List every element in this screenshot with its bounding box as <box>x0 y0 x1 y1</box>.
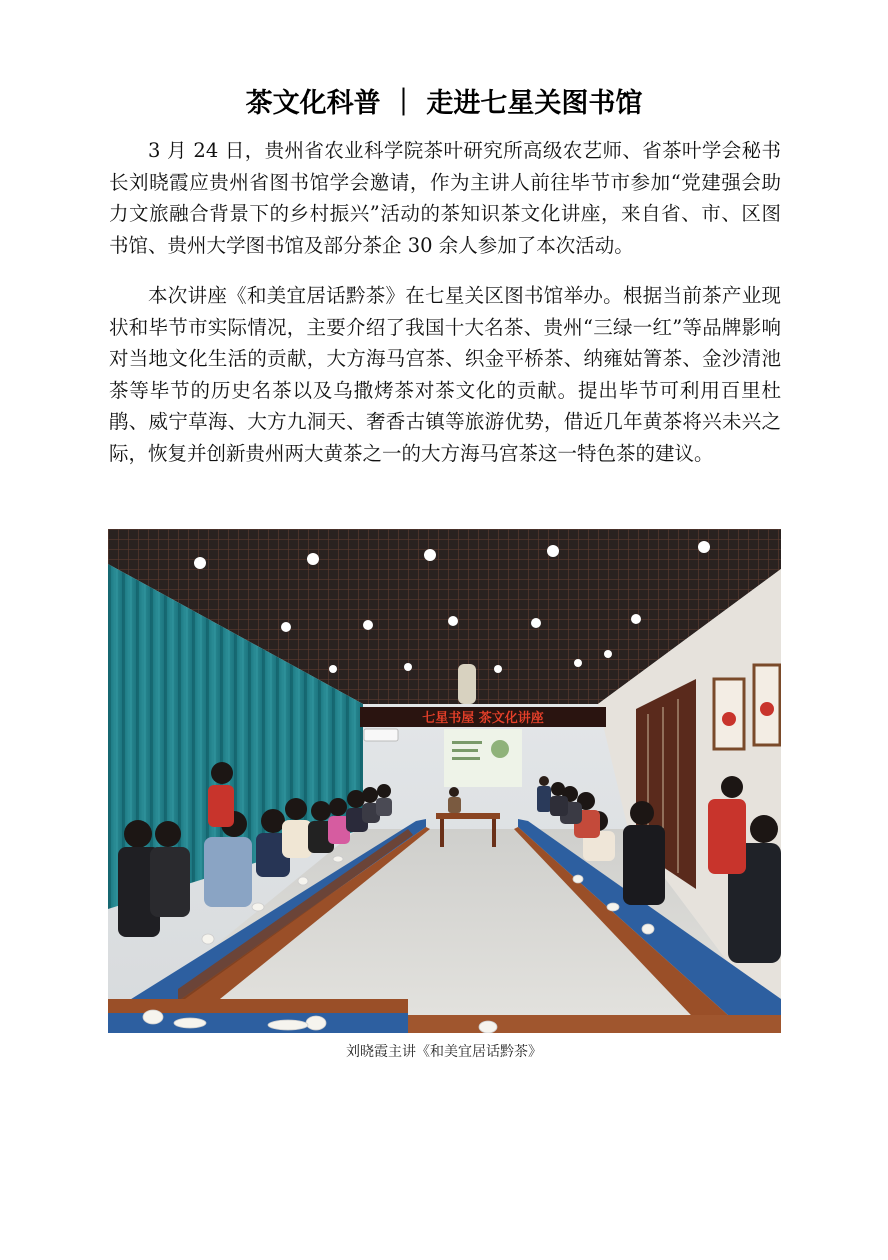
banner-text: 七星书屋 茶文化讲座 <box>422 711 544 726</box>
standing-host <box>537 786 551 812</box>
photo-caption: 刘晓霞主讲《和美宜居话黔茶》 <box>346 1044 542 1060</box>
presenter <box>448 797 461 813</box>
lecture-photo <box>108 529 781 1033</box>
air-conditioner <box>364 729 398 741</box>
paragraph-2: 本次讲座《和美宜居话黔茶》在七星关区图书馆举办。根据当前茶产业现状和毕节市实际情况，主要介绍了我国十大名茶、贵州“三绿一红”等品牌影响对当地文化生活的贡献，大方海马宫茶、织金平桥茶、纳雍姑箐茶、金沙清池茶等毕节的历史名茶以及乌撒烤茶对茶文化的贡献。提出毕节可利用百里杜鹃、威宁草海、大方九洞天、奢香古镇等旅游优势，借近几年黄茶将兴未兴之际，恢复并创新贵州两大黄茶之一的大方海马宫茶这一特色茶的建议。 <box>109 284 781 465</box>
presenter-table <box>436 813 500 819</box>
paragraph-1: 3 月 24 日，贵州省农业科学院茶叶研究所高级农艺师、省茶叶学会秘书长刘晓霞应贵州省图书馆学会邀请，作为主讲人前往毕节市参加“党建强会助力文旅融合背景下的乡村振兴”活动的茶知识茶文化讲座，来自省、市、区图书馆、贵州大学图书馆及部分茶企 30 余人参加了本次活动。 <box>109 139 781 257</box>
article-title: 茶文化科普 ｜ 走进七星关图书馆 <box>245 88 643 119</box>
lecture-room-illustration <box>108 529 781 1033</box>
chandelier <box>458 664 476 704</box>
